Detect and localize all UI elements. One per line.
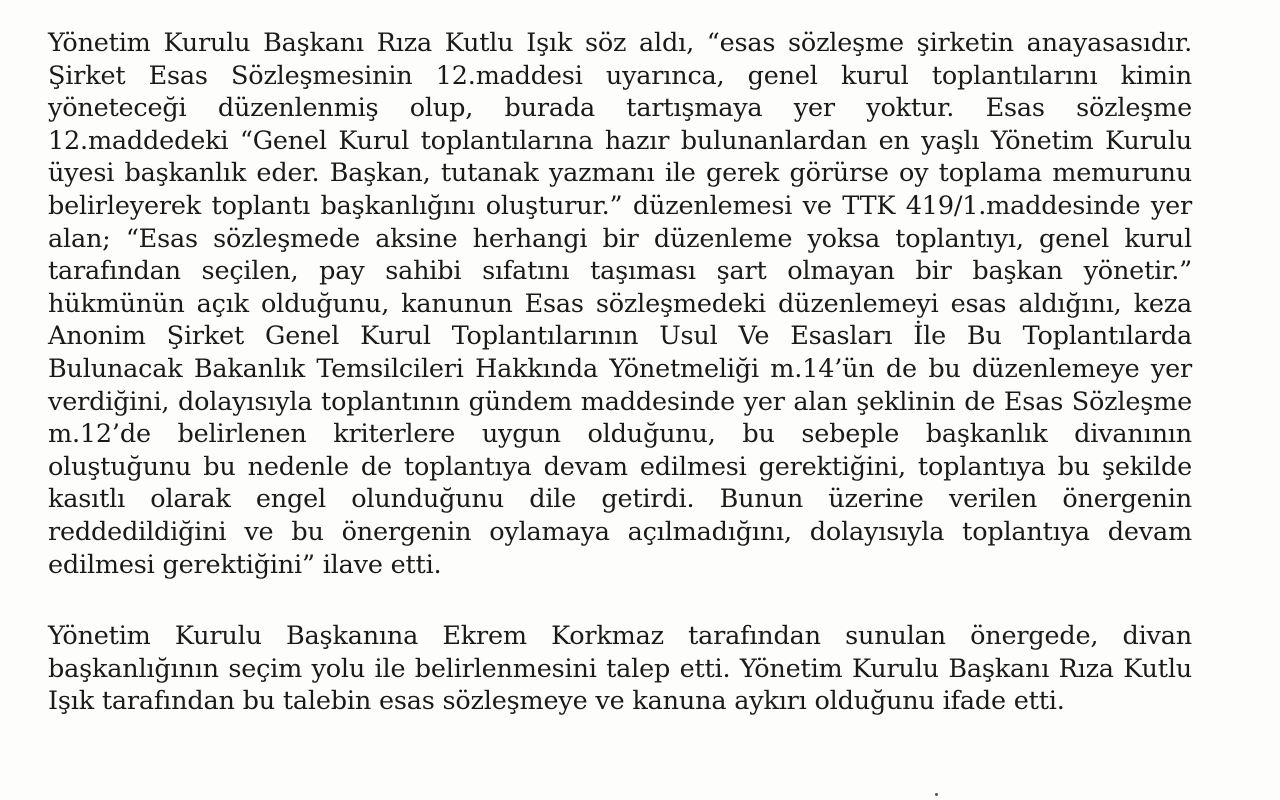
paragraph-2: Yönetim Kurulu Başkanına Ekrem Korkmaz tarafından sunulan önergede, divan başkanlığının seçim yolu ile belirlenmesini talep etti. Yönetim Kurulu Başkanı Rıza Kutlu Işık tarafından bu talebin esas sözleşmeye ve kanuna aykırı olduğunu ifade etti.: [48, 621, 1192, 717]
scan-speck: [935, 793, 938, 796]
paragraph-1: Yönetim Kurulu Başkanı Rıza Kutlu Işık söz aldı, “esas sözleşme şirketin anayasasıdır. Şirket Esas Sözleşmesinin 12.maddesi uyarınca, genel kurul toplantılarını kimin yöneteceği düzenlenmiş olup, burada tartışmaya yer yoktur. Esas sözleşme 12.maddedeki “Genel Kurul toplantılarına hazır bulunanlardan en yaşlı Yönetim Kurulu üyesi başkanlık eder. Başkan, tutanak yazmanı ile gerek görürse oy toplama memurunu belirleyerek toplantı başkanlığını oluşturur.” düzenlemesi ve TTK 419/1.maddesinde yer alan; “Esas sözleşmede aksine herhangi bir düzenleme yoksa toplantıyı, genel kurul tarafından seçilen, pay sahibi sıfatını taşıması şart olmayan bir başkan yönetir.” hükmünün açık olduğunu, kanunun Esas sözleşmedeki düzenlemeyi esas aldığını, keza Anonim Şirket Genel Kurul Toplantılarının Usul Ve Esasları İle Bu Toplantılarda Bulunacak Bakanlık Temsilcileri Hakkında Yönetmeliği m.14’ün de bu düzenlemeye yer verdiğini, dolayısıyla toplantının gündem maddesinde yer alan şeklinin de Esas Sözleşme m.12’de belirlenen kriterlere uygun olduğunu, bu sebeple başkanlık divanının oluştuğunu bu nedenle de toplantıya devam edilmesi gerektiğini, toplantıya bu şekilde kasıtlı olarak engel olunduğunu dile getirdi. Bunun üzerine verilen önergenin reddedildiğini ve bu önergenin oylamaya açılmadığını, dolayısıyla toplantıya devam edilmesi gerektiğini” ilave etti.: [48, 28, 1192, 580]
